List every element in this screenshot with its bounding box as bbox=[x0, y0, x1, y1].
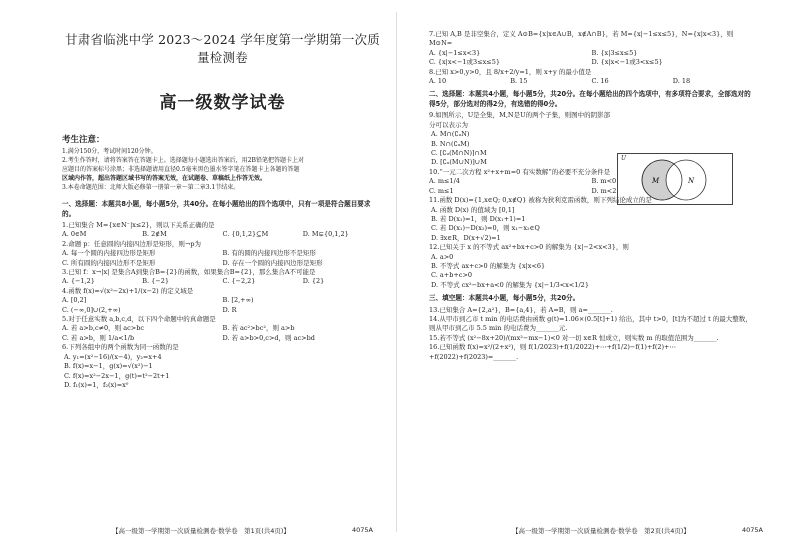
option: C. {0,1,2}⊆M bbox=[222, 230, 269, 239]
option: D. 18 bbox=[672, 77, 691, 86]
question-7-options bbox=[429, 49, 754, 68]
option: A. M∩(∁ᵤN) bbox=[431, 130, 470, 139]
option: B. f(x)=x−1，g(x)=√(x²)−1 bbox=[64, 362, 153, 371]
right-footer-code: 4075A bbox=[742, 526, 763, 534]
left-footer-code: 4075A bbox=[352, 526, 373, 534]
option: D. R bbox=[222, 305, 237, 314]
note-line: 2.考生作答时，请将答案答在答题卡上。选择题每小题选出答案后，用2B铅笔把答题卡上对 bbox=[62, 157, 304, 164]
venn-label-n: N bbox=[688, 177, 695, 185]
question-6: 6.下列各组中的两个函数为同一函数的是 bbox=[62, 343, 179, 352]
note-line: 应题目的答案标号涂黑；非选择题请用直径0.5毫米黑色墨水签字笔在答题卡上各题的答题 bbox=[62, 166, 300, 173]
question-10: 10.“一元二次方程 x²+x+m=0 有实数解”的必要不充分条件是 bbox=[429, 167, 611, 176]
option: D. ∃x∈R，D(x+√2)=1 bbox=[431, 233, 501, 242]
venn-label-m: M bbox=[652, 177, 660, 185]
option: C. {x|x<−1或3≤x≤5} bbox=[429, 58, 501, 67]
section-1-heading: 一、选择题：本题共8小题，每小题5分，共40分。在每小题给出的四个选项中，只有一项是符合题目要求的。 bbox=[62, 200, 371, 218]
option: D. 存在一个圆的内接四边形是矩形 bbox=[222, 258, 323, 267]
notes-heading: 考生注意： bbox=[62, 135, 105, 145]
option: B. [2,+∞) bbox=[222, 296, 254, 305]
option: A. [0,2] bbox=[62, 296, 87, 305]
school-title: 甘肃省临洮中学 2023～2024 学年度第一学期第一次质量检测卷 bbox=[65, 32, 380, 65]
section-3-heading: 三、填空题：本题共4小题，每小题5分，共20分。 bbox=[429, 294, 580, 303]
option: A. a>0 bbox=[431, 252, 454, 261]
question-5: 5.对于任意实数 a,b,c,d，以下四个命题中的真命题是 bbox=[62, 315, 216, 324]
option: D. {x|x<−1或3<x≤5} bbox=[591, 58, 663, 67]
option: B. 2∉M bbox=[142, 230, 167, 239]
right-footer: 【高一级第一学期第一次质量检测卷·数学卷 第2页(共4页)】 bbox=[512, 527, 690, 535]
option: A. 10 bbox=[429, 77, 447, 86]
option: A. {x|−1≤x<3} bbox=[429, 48, 481, 57]
venn-shapes bbox=[618, 154, 732, 204]
question-8-options bbox=[429, 77, 754, 86]
exam-title: 高一级数学试卷 bbox=[159, 93, 286, 113]
venn-circle-n bbox=[666, 160, 706, 200]
option: D. {2} bbox=[302, 277, 325, 286]
option: C. 若 a>b，则 1/a<1/b bbox=[62, 333, 135, 342]
option: B. 若 ac²>bc²，则 a>b bbox=[222, 324, 295, 333]
option: D. M⊊{0,1,2} bbox=[302, 230, 349, 239]
question-4: 4.函数 f(x)=√(x²−2x)+1/(x−2) 的定义域是 bbox=[62, 286, 194, 295]
option: C. 所有圆的内接四边形不是矩形 bbox=[62, 258, 156, 267]
note-line: 区域内作答，超出答题区域书写的答案无效，在试题卷、草稿纸上作答无效。 bbox=[62, 175, 267, 182]
question-3: 3.已知 f：x→|x| 是集合A到集合B={2}的函数，如果集合B={2}，那么集合A不可能是 bbox=[62, 268, 316, 277]
question-13: 13.已知集合 A={2,a²}，B={a,4}，若 A=B，则 a=_______. bbox=[429, 305, 613, 314]
note-line: 1.满分150分，考试时间120分钟。 bbox=[62, 148, 157, 155]
option: A. y₁=(x²−16)/(x−4)，y₂=x+4 bbox=[64, 352, 162, 361]
question-2: 2.命题 p：任意圆的内接四边形是矩形，则¬p为 bbox=[62, 239, 202, 248]
option: B. 15 bbox=[510, 77, 528, 86]
venn-diagram bbox=[617, 153, 733, 205]
question-11: 11.函数 D(x)={1,x∈Q; 0,x∉Q} 被称为狄利克雷函数，则下列结论成立的是 bbox=[429, 196, 652, 205]
option: A. 函数 D(x) 的值域为 [0,1] bbox=[431, 205, 515, 214]
option: C. (−∞,0]∪(2,+∞) bbox=[62, 305, 121, 314]
venn-universe-label: U bbox=[621, 155, 627, 162]
option: D. 不等式 cx²−bx+a<0 的解集为 {x|−1/3<x<1/2} bbox=[431, 280, 589, 289]
option: B. m<0 bbox=[591, 177, 617, 186]
option: C. 若 D(x₁)−D(x₂)=0，则 x₁−x₂∈Q bbox=[431, 224, 540, 233]
option: C. a+b+c>0 bbox=[431, 271, 473, 280]
option: B. 不等式 ax+c>0 的解集为 {x|x<6} bbox=[431, 261, 546, 270]
option: A. {−1,2} bbox=[62, 277, 95, 286]
option: A. 0∈M bbox=[62, 230, 87, 239]
option: B. N∩(∁ᵤM) bbox=[431, 139, 470, 148]
option: C. f(x)=x²−2x−1，g(t)=t²−2t+1 bbox=[64, 371, 170, 380]
option: B. 有的圆的内接四边形不是矩形 bbox=[222, 249, 316, 258]
question-15: 15.若不等式 (x²−8x+20)/(mx²−mx−1)<0 对一切 x∈R 恒成立，则实数 m 的取值范围为_______. bbox=[429, 333, 719, 342]
question-1-options bbox=[62, 230, 383, 239]
option: A. 若 a>b,c≠0，则 ac>bc bbox=[62, 324, 144, 333]
option: C. m≤1 bbox=[429, 186, 454, 195]
option: D. f₁(x)=1，f₂(x)=x⁰ bbox=[64, 380, 129, 389]
option: A. m≤1/4 bbox=[429, 177, 460, 186]
left-footer: 【高一级第一学期第一次质量检测卷·数学卷 第1页(共4页)】 bbox=[112, 527, 290, 535]
option: C. [∁ᵤ(M∩N)]∩M bbox=[431, 149, 487, 158]
option: B. {x|3≤x≤5} bbox=[591, 48, 638, 57]
question-9: 9.如图所示，U是全集，M,N是U的两个子集，则图中的阴影部分可以表示为 bbox=[429, 111, 611, 129]
option: D. 若 a>b>0,c>d，则 ac>bd bbox=[222, 333, 315, 342]
option: B. 若 D(x₁)=1，则 D(x₁+1)=1 bbox=[431, 214, 526, 223]
question-16: 16.已知函数 f(x)=x²/(2+x²)，则 f(1/2023)+f(1/2022)+⋯+f(1/2)−f(1)+f(2)+⋯+f(2022)+f(2023)=_______. bbox=[429, 343, 676, 361]
section-2-heading: 二、选择题：本题共4小题，每小题5分，共20分。在每小题给出的四个选项中，有多项符合要求，全部选对的得5分，部分选对的得2分，有选错的得0分。 bbox=[429, 90, 751, 108]
option: C. {−2,2} bbox=[222, 277, 256, 286]
option: D. [∁ᵤ(M∪N)]∪M bbox=[431, 158, 487, 167]
question-7: 7.已知 A,B 是非空集合，定义 A⊙B={x|x∈A∪B，x∉A∩B}，若 M={x|−1≤x≤5}，N={x|x<3}，则 M⊙N= bbox=[429, 30, 734, 48]
option: B. {−2} bbox=[142, 277, 170, 286]
question-12: 12.已知关于 x 的不等式 ax²+bx+c>0 的解集为 {x|−2<x<3}，则 bbox=[429, 243, 629, 252]
option: D. m<2 bbox=[591, 186, 617, 195]
question-1: 1.已知集合 M={x∈N⁻|x≤2}，则以下关系正确的是 bbox=[62, 221, 215, 229]
right-page bbox=[397, 0, 794, 547]
question-3-options bbox=[62, 277, 383, 286]
question-14: 14.从甲市到乙市 t min 的电话费由函数 g(t)=1.06×(0.5[t]+1) 给出，其中 t>0，[t]为不超过 t 的最大整数，则从甲市到乙市 5.5 min 的电话费为_______元. bbox=[429, 315, 752, 333]
note-line: 3.本卷命题范围：北师大版必修第一册第一章～第二章3.1节结束。 bbox=[62, 184, 240, 191]
option: A. 每一个圆的内接四边形是矩形 bbox=[62, 249, 156, 258]
question-4-options bbox=[62, 296, 383, 315]
question-2-options bbox=[62, 249, 383, 268]
option: C. 16 bbox=[591, 77, 609, 86]
question-5-options bbox=[62, 324, 383, 343]
question-8: 8.已知 x>0,y>0，且 8/x+2/y=1，则 x+y 的最小值是 bbox=[429, 67, 592, 76]
